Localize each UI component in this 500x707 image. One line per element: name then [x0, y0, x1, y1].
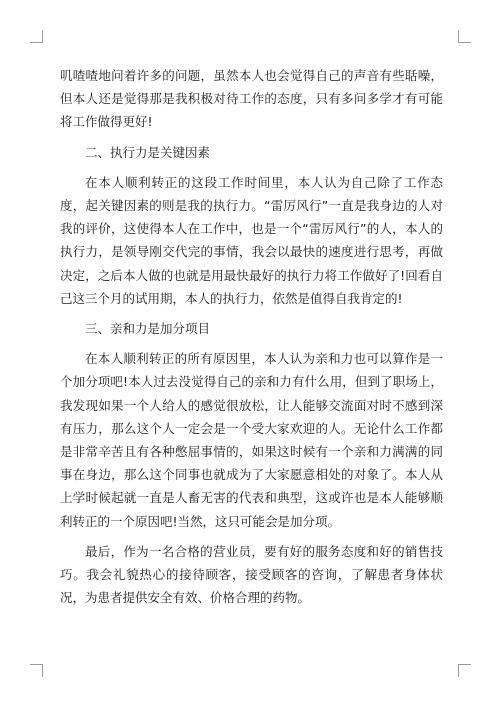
section-heading-affinity: 三、亲和力是加分项目: [85, 321, 211, 337]
section-heading-execution: 二、执行力是关键因素: [85, 144, 211, 160]
crop-mark-top-right: [458, 30, 471, 43]
paragraph-conclusion: 最后，作为一名合格的营业员，要有好的服务态度和好的销售技巧。我会礼貌热心的接待顾客，接受顾客的咨询，了解患者身体状况，为患者提供安全有效、价格合理的药物。: [60, 543, 443, 606]
paragraph-continued: 叽喳喳地问着许多的问题，虽然本人也会觉得自己的声音有些聒噪，但本人还是觉得那是我积极对待工作的态度，只有多问多学才有可能将工作做得更好!: [60, 68, 443, 130]
crop-mark-top-left: [30, 30, 43, 43]
paragraph-execution: 在本人顺利转正的这段工作时间里，本人认为自己除了工作态度，起关键因素的则是我的执行力。“雷厉风行”一直是我身边的人对我的评价，这使得本人在工作中，也是一个“雷厉风行”的人，本人的执行力，是领导刚交代完的事情，我会以最快的速度进行思考，再做决定，之后本人做的也就是用最快最好的执行力将工作做好了!回看自己这三个月的试用期，本人的执行力，依然是值得自我肯定的!: [60, 174, 443, 306]
crop-mark-bottom-left: [30, 664, 43, 677]
paragraph-affinity: 在本人顺利转正的所有原因里，本人认为亲和力也可以算作是一个加分项吧!本人过去没觉得自己的亲和力有什么用，但到了职场上，我发现如果一个人给人的感觉很放松，让人能够交流面对时不感到深有压力，那么这个人一定会是一个受大家欢迎的人。无论什么工作都是非常辛苦且有各种憋屈事情的，如果这时候有一个亲和力满满的同事在身边，那么这个同事也就成为了大家愿意相处的对象了。本人从上学时候起就一直是人畜无害的代表和典型，这或许也是本人能够顺利转正的一个原因吧!当然，这只可能会是加分项。: [60, 351, 443, 529]
crop-mark-bottom-right: [458, 664, 471, 677]
document-body: [60, 64, 443, 616]
